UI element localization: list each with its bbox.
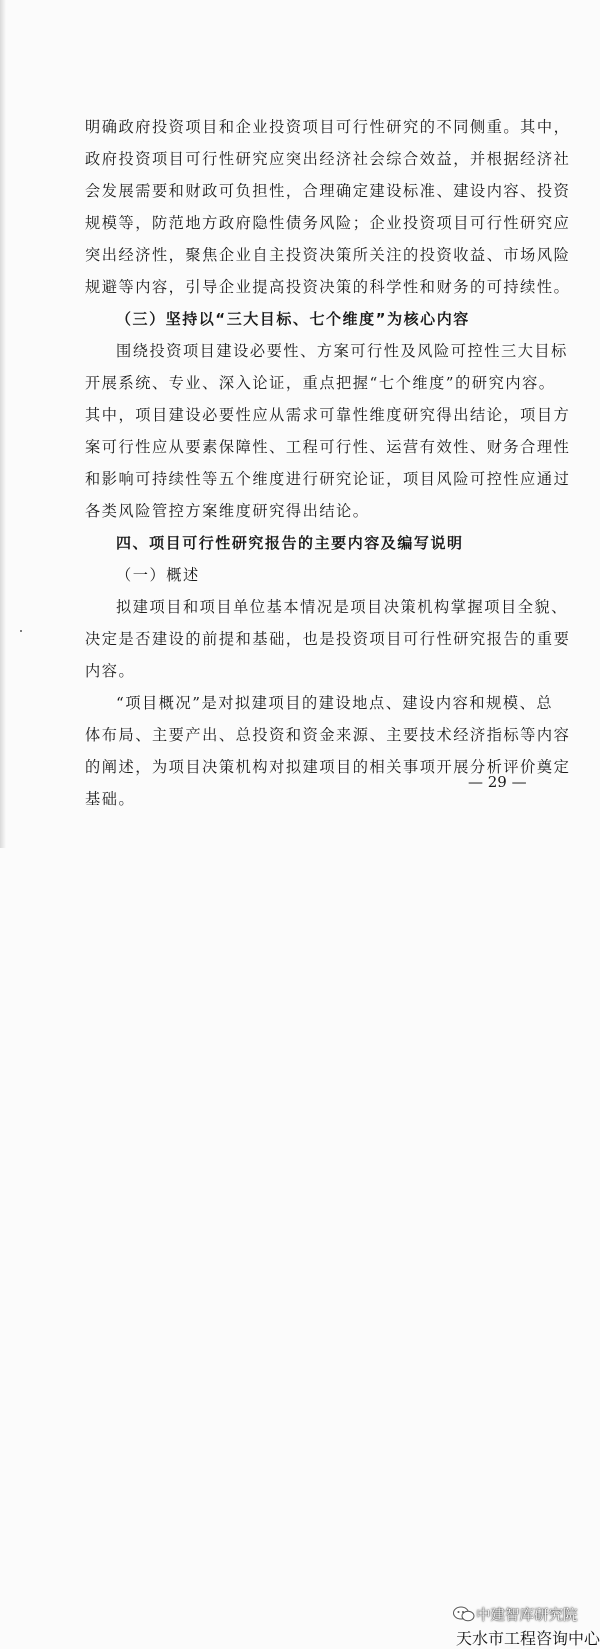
body-line: 开展系统、专业、深入论证，重点把握“七个维度”的研究内容。 <box>85 374 556 392</box>
subsection-heading: （三）坚持以“三大目标、七个维度”为核心内容 <box>116 310 470 328</box>
body-line: 内容。 <box>85 662 136 680</box>
body-line: 基础。 <box>85 790 136 808</box>
body-line: “项目概况”是对拟建项目的建设地点、建设内容和规模、总 <box>116 694 554 712</box>
body-line: 决定是否建设的前提和基础，也是投资项目可行性研究报告的重要 <box>85 630 571 648</box>
body-line: 明确政府投资项目和企业投资项目可行性研究的不同侧重。其中， <box>85 118 571 136</box>
watermark-line-2: 天水市工程咨询中心 <box>456 1629 600 1648</box>
body-line: 规模等，防范地方政府隐性债务风险；企业投资项目可行性研究应 <box>85 214 571 232</box>
body-line: 拟建项目和项目单位基本情况是项目决策机构掌握项目全貌、 <box>116 598 568 616</box>
body-line: 规避等内容，引导企业提高投资决策的科学性和财务的可持续性。 <box>85 278 571 296</box>
body-line: 案可行性应从要素保障性、工程可行性、运营有效性、财务合理性 <box>85 438 571 456</box>
body-line: 会发展需要和财政可负担性，合理确定建设标准、建设内容、投资 <box>85 182 571 200</box>
wechat-icon <box>452 1606 476 1622</box>
body-line: 突出经济性，聚焦企业自主投资决策所关注的投资收益、市场风险 <box>85 246 571 264</box>
scan-edge-shadow <box>0 0 6 848</box>
body-line: 政府投资项目可行性研究应突出经济社会综合效益，并根据经济社 <box>85 150 571 168</box>
body-line: 其中，项目建设必要性应从需求可靠性维度研究得出结论，项目方 <box>85 406 571 424</box>
body-line: 体布局、主要产出、总投资和资金来源、主要技术经济指标等内容 <box>85 726 571 744</box>
subsection-heading: （一）概述 <box>116 566 200 584</box>
watermark-line-1: 中建智库研究院 <box>476 1608 578 1624</box>
body-line: 和影响可持续性等五个维度进行研究论证，项目风险可控性应通过 <box>85 470 571 488</box>
body-line: 围绕投资项目建设必要性、方案可行性及风险可控性三大目标 <box>116 342 568 360</box>
page-number: — 29 — <box>468 773 527 791</box>
section-heading: 四、项目可行性研究报告的主要内容及编写说明 <box>116 534 464 552</box>
scan-speck <box>20 630 22 632</box>
body-line: 的阐述，为项目决策机构对拟建项目的相关事项开展分析评价奠定 <box>85 758 571 776</box>
watermark <box>0 800 600 1648</box>
body-line: 各类风险管控方案维度研究得出结论。 <box>85 502 370 520</box>
